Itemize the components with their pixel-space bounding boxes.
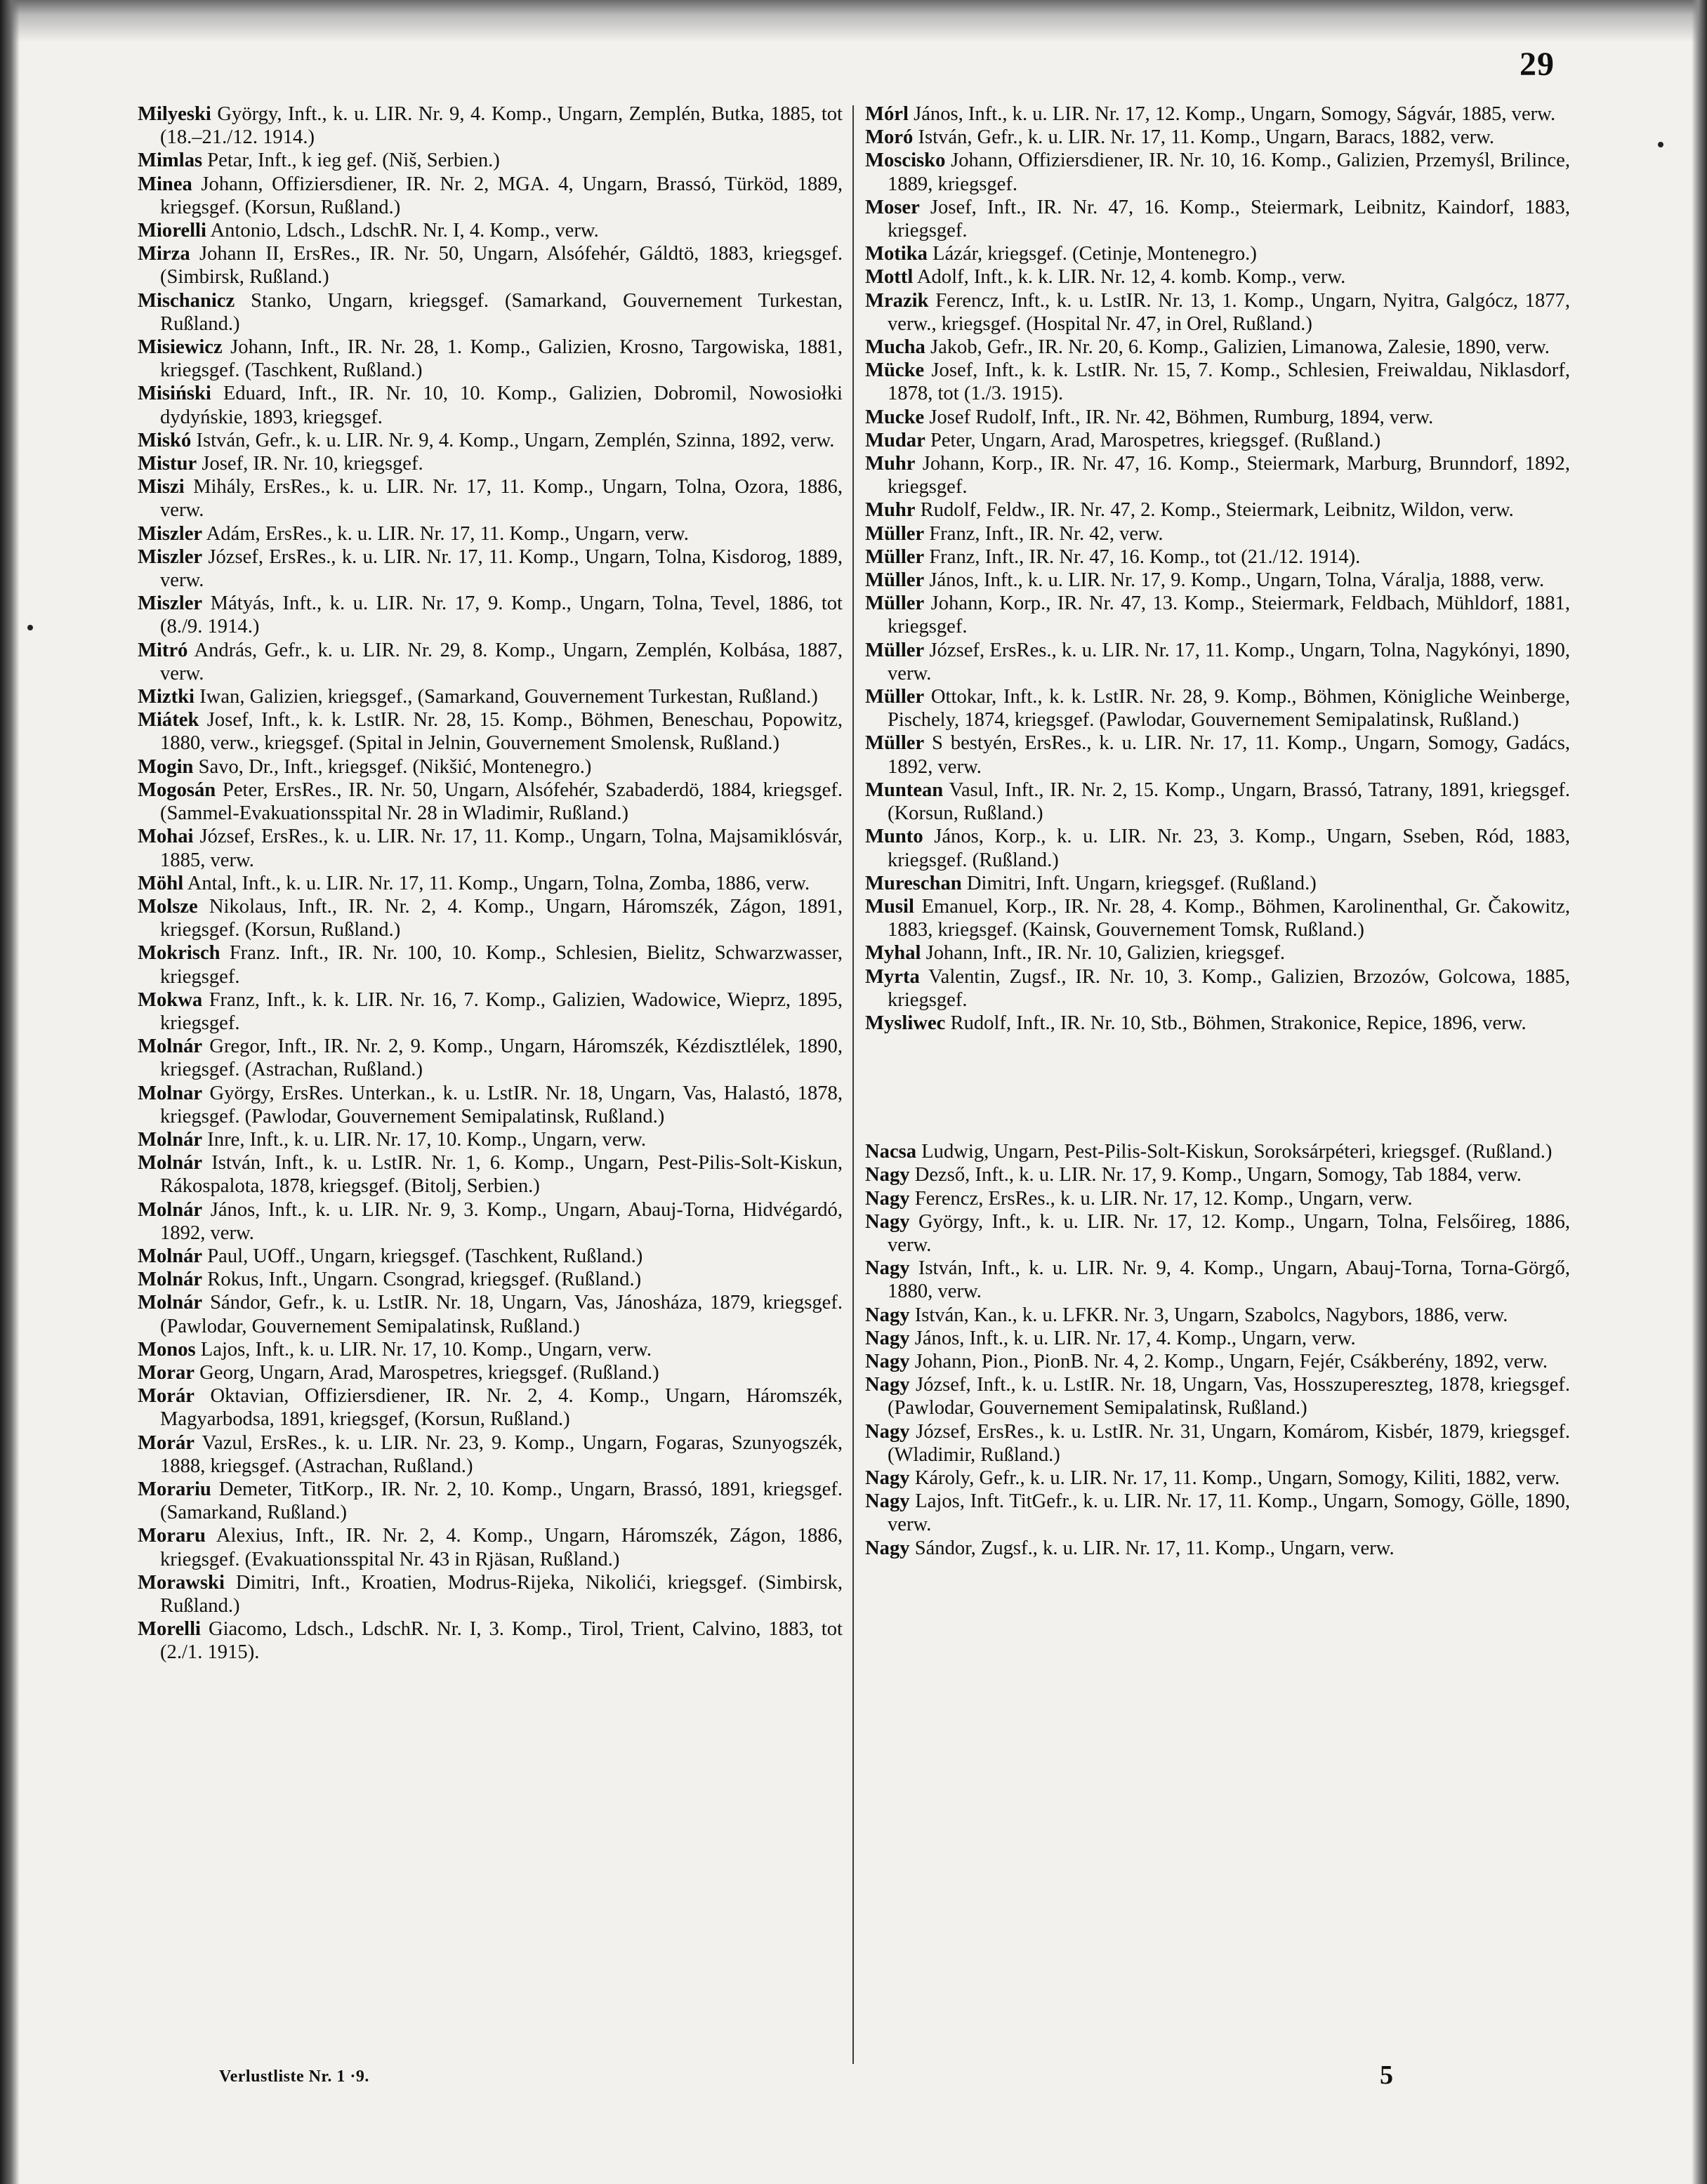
entry-details: Josef, Inft., k. k. LstIR. Nr. 15, 7. Komp., Schlesien, Freiwaldau, Niklasdorf, 1878, tot (1./3. 1915). xyxy=(888,359,1570,405)
surname: Nagy xyxy=(865,1537,910,1559)
casualty-entry xyxy=(138,522,843,545)
casualty-entry xyxy=(865,196,1570,242)
entry-details: Paul, UOff., Ungarn, kriegsgef. (Taschkent, Rußland.) xyxy=(207,1245,643,1267)
entry-details: Johann, Inft., IR. Nr. 10, Galizien, kriegsgef. xyxy=(925,942,1285,965)
surname: Misiński xyxy=(138,383,211,405)
casualty-entry xyxy=(138,1245,843,1268)
casualty-entry xyxy=(865,1373,1570,1419)
casualty-entry xyxy=(865,1012,1570,1035)
entry-details: Josef, Inft., IR. Nr. 47, 16. Komp., Steiermark, Leibnitz, Kaindorf, 1883, kriegsgef. xyxy=(888,196,1571,242)
entry-details: István, Gefr., k. u. LIR. Nr. 9, 4. Komp., Ungarn, Zemplén, Szinna, 1892, verw. xyxy=(196,429,835,451)
casualty-entry xyxy=(865,102,1570,126)
casualty-entry xyxy=(138,382,843,428)
entry-details: György, Inft., k. u. LIR. Nr. 9, 4. Komp., Ungarn, Zemplén, Butka, 1885, tot (18.–21./12. 1914.) xyxy=(160,103,843,149)
casualty-entry xyxy=(865,1257,1570,1303)
entry-details: Antal, Inft., k. u. LIR. Nr. 17, 11. Komp., Ungarn, Tolna, Zomba, 1886, verw. xyxy=(187,872,810,894)
surname: Müller xyxy=(865,522,925,545)
entry-details: Josef Rudolf, Inft., IR. Nr. 42, Böhmen, Rumburg, 1894, verw. xyxy=(929,406,1434,428)
entry-details: András, Gefr., k. u. LIR. Nr. 29, 8. Komp., Ungarn, Zemplén, Kolbása, 1887, verw. xyxy=(160,639,843,684)
entry-details: Ottokar, Inft., k. k. LstIR. Nr. 28, 9. Komp., Böhmen, Königliche Weinberge, Pischely, 1874, kriegsgef. (Pawlodar, Gouvernement Semipalatinsk, Rußland.) xyxy=(888,686,1570,732)
entry-details: György, Inft., k. u. LIR. Nr. 17, 12. Komp., Ungarn, Tolna, Felsőireg, 1886, verw. xyxy=(888,1210,1570,1256)
entry-details: Dimitri, Inft. Ungarn, kriegsgef. (Rußland.) xyxy=(966,872,1317,894)
casualty-entry xyxy=(138,639,843,685)
surname: Muntean xyxy=(865,779,944,801)
entry-details: Gregor, Inft., IR. Nr. 2, 9. Komp., Ungarn, Háromszék, Kézdisztlélek, 1890, kriegsgef. (Astrachan, Rußland.) xyxy=(160,1035,843,1081)
surname: Morár xyxy=(138,1431,195,1454)
casualty-entry xyxy=(138,895,843,941)
entry-details: Sándor, Zugsf., k. u. LIR. Nr. 17, 11. Komp., Ungarn, verw. xyxy=(914,1537,1395,1559)
surname: Nagy xyxy=(865,1327,910,1349)
surname: Müller xyxy=(865,686,925,708)
casualty-entry xyxy=(865,1467,1570,1490)
casualty-entry xyxy=(138,173,843,219)
right-column xyxy=(865,102,1570,1560)
entry-details: Rudolf, Inft., IR. Nr. 10, Stb., Böhmen, Strakonice, Repice, 1896, verw. xyxy=(950,1012,1527,1034)
surname: Miskó xyxy=(138,429,192,451)
casualty-entry xyxy=(138,1478,843,1524)
entry-details: Johann, Offiziersdiener, IR. Nr. 2, MGA. 4, Ungarn, Brassó, Türköd, 1889, kriegsgef. (Korsun, Rußland.) xyxy=(160,173,843,218)
surname: Mórl xyxy=(865,103,909,125)
surname: Nagy xyxy=(865,1374,910,1396)
entry-details: Franz, Inft., k. k. LIR. Nr. 16, 7. Komp., Galizien, Wadowice, Wieprz, 1895, kriegsgef. xyxy=(160,988,843,1034)
entry-details: Savo, Dr., Inft., kriegsgef. (Nikšić, Montenegro.) xyxy=(198,755,592,778)
surname: Mucha xyxy=(865,336,925,359)
entry-details: Franz. Inft., IR. Nr. 100, 10. Komp., Schlesien, Bielitz, Schwarzwasser, kriegsgef. xyxy=(160,942,843,988)
entry-details: Rokus, Inft., Ungarn. Csongrad, kriegsgef. (Rußland.) xyxy=(207,1269,642,1291)
casualty-entry xyxy=(138,1268,843,1291)
surname: Nagy xyxy=(865,1210,910,1233)
casualty-entry xyxy=(865,126,1570,149)
casualty-entry xyxy=(865,498,1570,522)
entry-details: Sándor, Gefr., k. u. LstIR. Nr. 18, Ungarn, Vas, Jánosháza, 1879, kriegsgef. (Pawlodar, Gouvernement Semipalatinsk, Rußland.) xyxy=(160,1292,843,1337)
entry-details: Nikolaus, Inft., IR. Nr. 2, 4. Komp., Ungarn, Háromszék, Zágon, 1891, kriegsgef. (Korsun, Rußland.) xyxy=(160,895,843,941)
surname: Musil xyxy=(865,895,914,918)
entry-details: Franz, Inft., IR. Nr. 42, verw. xyxy=(929,522,1164,545)
footer-signature-number: 5 xyxy=(1380,2060,1393,2090)
surname: Miszler xyxy=(138,545,203,568)
entry-details: Josef, Inft., k. k. LstIR. Nr. 28, 15. Komp., Böhmen, Beneschau, Popowitz, 1880, verw., kriegsgef. (Spital in Jelnin, Gouvernement Smolensk, Rußland.) xyxy=(160,709,843,755)
casualty-entry xyxy=(865,522,1570,545)
casualty-entry xyxy=(138,1361,843,1384)
casualty-entry xyxy=(138,685,843,708)
surname: Miszi xyxy=(138,476,185,498)
entry-details: Inre, Inft., k. u. LIR. Nr. 17, 10. Komp., Ungarn, verw. xyxy=(207,1128,646,1151)
entry-details: Mátyás, Inft., k. u. LIR. Nr. 17, 9. Komp., Ungarn, Tolna, Tevel, 1886, tot (8./9. 1914.) xyxy=(160,593,843,638)
entry-details: Ferencz, Inft., k. u. LstIR. Nr. 13, 1. Komp., Ungarn, Nyitra, Galgócz, 1877, verw., kriegsgef. (Hospital Nr. 47, in Orel, Rußland.) xyxy=(888,289,1570,335)
surname: Molnár xyxy=(138,1035,203,1058)
entry-details: János, Inft., k. u. LIR. Nr. 17, 9. Komp., Ungarn, Tolna, Váralja, 1888, verw. xyxy=(929,569,1545,592)
entry-details: István, Kan., k. u. LFKR. Nr. 3, Ungarn, Szabolcs, Nagybors, 1886, verw. xyxy=(914,1304,1508,1326)
entry-details: József, Inft., k. u. LstIR. Nr. 18, Ungarn, Vas, Hosszupereszteg, 1878, kriegsgef. (Pawlodar, Gouvernement Semipalatinsk, Rußland.) xyxy=(888,1374,1570,1419)
casualty-entry xyxy=(865,1490,1570,1536)
casualty-entry xyxy=(138,1291,843,1337)
casualty-entry xyxy=(138,1035,843,1081)
casualty-entry xyxy=(865,732,1570,778)
entry-details: S bestyén, ErsRes., k. u. LIR. Nr. 17, 11. Komp., Ungarn, Somogy, Gadács, 1892, verw. xyxy=(888,732,1570,778)
casualty-entry xyxy=(138,755,843,779)
page-number: 29 xyxy=(1520,46,1555,83)
casualty-entry xyxy=(138,219,843,242)
surname: Muhr xyxy=(865,453,916,475)
casualty-entry xyxy=(138,475,843,522)
casualty-entry xyxy=(138,102,843,149)
entry-details: Adám, ErsRes., k. u. LIR. Nr. 17, 11. Komp., Ungarn, verw. xyxy=(206,522,689,545)
surname: Nagy xyxy=(865,1350,910,1372)
scan-shadow-top xyxy=(0,0,1707,42)
surname: Mokrisch xyxy=(138,942,220,965)
casualty-entry xyxy=(865,242,1570,265)
casualty-entry xyxy=(865,941,1570,965)
casualty-entry xyxy=(138,1524,843,1570)
surname: Nagy xyxy=(865,1304,910,1326)
casualty-entry xyxy=(865,289,1570,336)
entry-details: Lázár, kriegsgef. (Cetinje, Montenegro.) xyxy=(932,243,1257,265)
surname: Miorelli xyxy=(138,220,206,242)
entry-details: Iwan, Galizien, kriegsgef., (Samarkand, Gouvernement Turkestan, Rußland.) xyxy=(199,686,818,708)
surname: Molnár xyxy=(138,1245,203,1267)
surname: Mrazik xyxy=(865,289,929,312)
surname: Mohai xyxy=(138,826,194,848)
left-column xyxy=(138,102,843,1665)
surname: Moró xyxy=(865,126,914,149)
surname: Monos xyxy=(138,1338,196,1361)
casualty-entry xyxy=(865,779,1570,825)
right-column-m-entries xyxy=(865,102,1570,1035)
casualty-entry xyxy=(865,1537,1570,1560)
surname: Morawski xyxy=(138,1571,225,1594)
casualty-entry xyxy=(865,1210,1570,1257)
entry-details: János, Inft., k. u. LIR. Nr. 17, 12. Komp., Ungarn, Somogy, Ságvár, 1885, verw. xyxy=(914,103,1556,125)
casualty-entry xyxy=(865,1350,1570,1373)
surname: Mistur xyxy=(138,453,197,475)
casualty-entry xyxy=(138,825,843,871)
surname: Nacsa xyxy=(865,1141,917,1163)
casualty-entry xyxy=(138,452,843,475)
surname: Morár xyxy=(138,1385,195,1408)
surname: Müller xyxy=(865,732,925,755)
surname: Mogin xyxy=(138,755,194,778)
surname: Molsze xyxy=(138,895,198,918)
surname: Molnár xyxy=(138,1292,203,1314)
surname: Müller xyxy=(865,569,925,592)
casualty-entry xyxy=(865,545,1570,569)
surname: Minea xyxy=(138,173,192,195)
surname: Mudar xyxy=(865,429,925,451)
entry-details: József, ErsRes., k. u. LIR. Nr. 17, 11. Komp., Ungarn, Tolna, Majsamiklósvár, 1885, verw. xyxy=(160,826,843,871)
entry-details: Johann, Inft., IR. Nr. 28, 1. Komp., Galizien, Krosno, Targowiska, 1881, kriegsgef. (Taschkent, Rußland.) xyxy=(160,336,843,382)
surname: Miztki xyxy=(138,686,195,708)
casualty-entry xyxy=(865,965,1570,1012)
entry-details: Vazul, ErsRes., k. u. LIR. Nr. 23, 9. Komp., Ungarn, Fogaras, Szunyogszék, 1888, kriegsgef. (Astrachan, Rußland.) xyxy=(160,1431,843,1477)
surname: Molnár xyxy=(138,1198,203,1221)
casualty-entry xyxy=(138,872,843,895)
surname: Mucke xyxy=(865,406,925,428)
casualty-entry xyxy=(138,429,843,452)
scan-shadow-left xyxy=(0,0,20,2184)
entry-details: Josef, IR. Nr. 10, kriegsgef. xyxy=(202,453,423,475)
entry-details: István, Gefr., k. u. LIR. Nr. 17, 11. Komp., Ungarn, Baracs, 1882, verw. xyxy=(918,126,1495,149)
surname: Miszler xyxy=(138,522,203,545)
casualty-entry xyxy=(865,592,1570,638)
entry-details: Petar, Inft., k ieg gef. (Niš, Serbien.) xyxy=(207,150,500,172)
surname: Munto xyxy=(865,826,923,848)
casualty-entry xyxy=(138,708,843,755)
surname: Mimlas xyxy=(138,150,203,172)
casualty-entry xyxy=(865,1304,1570,1327)
surname: Mitró xyxy=(138,639,188,661)
entry-details: Mihály, ErsRes., k. u. LIR. Nr. 17, 11. Komp., Ungarn, Tolna, Ozora, 1886, verw. xyxy=(160,476,843,522)
entry-details: Demeter, TitKorp., IR. Nr. 2, 10. Komp., Ungarn, Brassó, 1891, kriegsgef. (Samarkand, Rußland.) xyxy=(160,1478,843,1524)
surname: Mottl xyxy=(865,266,914,289)
surname: Muhr xyxy=(865,499,916,522)
casualty-entry xyxy=(138,289,843,336)
surname: Nagy xyxy=(865,1490,910,1513)
scan-speck xyxy=(27,625,33,630)
entry-details: Jakob, Gefr., IR. Nr. 20, 6. Komp., Galizien, Limanowa, Zalesie, 1890, verw. xyxy=(930,336,1550,359)
casualty-entry xyxy=(138,779,843,825)
entry-details: Dimitri, Inft., Kroatien, Modrus-Rijeka, Nikolići, kriegsgef. (Simbirsk, Rußland.) xyxy=(160,1571,843,1617)
surname: Müller xyxy=(865,593,925,615)
entry-details: Johann II, ErsRes., IR. Nr. 50, Ungarn, Alsófehér, Gáldtö, 1883, kriegsgef. (Simbirsk, Rußland.) xyxy=(160,243,843,289)
casualty-entry xyxy=(138,1338,843,1361)
surname: Mysliwec xyxy=(865,1012,946,1034)
entry-details: János, Inft., k. u. LIR. Nr. 9, 3. Komp., Ungarn, Abauj-Torna, Hidvégardó, 1892, verw. xyxy=(160,1198,843,1244)
surname: Myhal xyxy=(865,942,921,965)
entry-details: Rudolf, Feldw., IR. Nr. 47, 2. Komp., Steiermark, Leibnitz, Wildon, verw. xyxy=(920,499,1514,522)
surname: Mokwa xyxy=(138,988,203,1011)
casualty-entry xyxy=(138,941,843,988)
surname: Molnár xyxy=(138,1152,203,1174)
entry-details: Emanuel, Korp., IR. Nr. 28, 4. Komp., Böhmen, Karolinenthal, Gr. Čakowitz, 1883, kriegsgef. (Kainsk, Gouvernement Tomsk, Rußland.) xyxy=(888,895,1571,941)
casualty-entry xyxy=(865,406,1570,429)
entry-details: Dezső, Inft., k. u. LIR. Nr. 17, 9. Komp., Ungarn, Somogy, Tab 1884, verw. xyxy=(914,1164,1522,1186)
surname: Mücke xyxy=(865,359,925,382)
surname: Molnár xyxy=(138,1269,203,1291)
casualty-entry xyxy=(138,1384,843,1431)
casualty-entry xyxy=(865,452,1570,498)
section-gap xyxy=(865,1035,1570,1140)
entry-details: Oktavian, Offiziersdiener, IR. Nr. 2, 4. Komp., Ungarn, Háromszék, Magyarbodsa, 1891, kriegsgef, (Korsun, Rußland.) xyxy=(160,1385,843,1431)
surname: Milyeski xyxy=(138,103,211,125)
casualty-entry xyxy=(865,359,1570,405)
casualty-entry xyxy=(865,1163,1570,1186)
entry-details: Károly, Gefr., k. u. LIR. Nr. 17, 11. Komp., Ungarn, Somogy, Kiliti, 1882, verw. xyxy=(914,1467,1560,1489)
surname: Morar xyxy=(138,1361,195,1384)
casualty-entry xyxy=(138,1198,843,1245)
surname: Morariu xyxy=(138,1478,211,1500)
entry-details: János, Korp., k. u. LIR. Nr. 23, 3. Komp., Ungarn, Sseben, Ród, 1883, kriegsgef. (Rußland.) xyxy=(888,826,1570,871)
entry-details: Alexius, Inft., IR. Nr. 2, 4. Komp., Ungarn, Háromszék, Zágon, 1886, kriegsgef. (Evakuationsspital Nr. 43 in Rjäsan, Rußland.) xyxy=(160,1525,843,1570)
surname: Miszler xyxy=(138,593,203,615)
entry-details: Ludwig, Ungarn, Pest-Pilis-Solt-Kiskun, Soroksárpéteri, kriegsgef. (Rußland.) xyxy=(921,1141,1553,1163)
casualty-entry xyxy=(865,872,1570,895)
surname: Mogosán xyxy=(138,779,216,801)
entry-details: Johann, Offiziersdiener, IR. Nr. 10, 16. Komp., Galizien, Przemyśl, Brilince, 1889, kriegsgef. xyxy=(888,150,1570,195)
entry-details: Peter, ErsRes., IR. Nr. 50, Ungarn, Alsófehér, Szabaderdö, 1884, kriegsgef. (Sammel-Evakuationsspital Nr. 28 in Wladimir, Rußland.) xyxy=(160,779,843,825)
surname: Miátek xyxy=(138,709,199,732)
surname: Mischanicz xyxy=(138,289,235,312)
surname: Müller xyxy=(865,545,925,568)
casualty-entry xyxy=(865,1420,1570,1467)
surname: Myrta xyxy=(865,965,920,988)
casualty-entry xyxy=(138,1151,843,1198)
casualty-entry xyxy=(138,592,843,638)
entry-details: Vasul, Inft., IR. Nr. 2, 15. Komp., Ungarn, Brassó, Tatrany, 1891, kriegsgef. (Korsun, Rußland.) xyxy=(888,779,1570,825)
casualty-entry xyxy=(865,569,1570,592)
casualty-entry xyxy=(138,545,843,592)
entry-details: István, Inft., k. u. LIR. Nr. 9, 4. Komp., Ungarn, Abauj-Torna, Torna-Görgő, 1880, verw. xyxy=(888,1257,1570,1303)
surname: Nagy xyxy=(865,1467,910,1489)
surname: Nagy xyxy=(865,1164,910,1186)
casualty-entry xyxy=(138,1571,843,1617)
casualty-entry xyxy=(865,685,1570,732)
casualty-entry xyxy=(138,1082,843,1128)
surname: Misiewicz xyxy=(138,336,223,359)
entry-details: Giacomo, Ldsch., LdschR. Nr. I, 3. Komp., Tirol, Trient, Calvino, 1883, tot (2./1. 1915). xyxy=(160,1618,843,1664)
entry-details: Antonio, Ldsch., LdschR. Nr. I, 4. Komp., verw. xyxy=(210,220,599,242)
casualty-entry xyxy=(138,242,843,289)
surname: Molnár xyxy=(138,1128,203,1151)
entry-details: Valentin, Zugsf., IR. Nr. 10, 3. Komp., Galizien, Brzozów, Golcowa, 1885, kriegsgef. xyxy=(888,965,1570,1011)
surname: Molnar xyxy=(138,1082,203,1104)
scan-shadow-right xyxy=(1692,0,1707,2184)
footer-publication-label: Verlustliste Nr. 1 ·9. xyxy=(219,2067,369,2086)
scan-speck xyxy=(1658,142,1663,147)
entry-details: Lajos, Inft., k. u. LIR. Nr. 17, 10. Komp., Ungarn, verw. xyxy=(200,1338,652,1361)
surname: Müller xyxy=(865,639,925,661)
entry-details: Franz, Inft., IR. Nr. 47, 16. Komp., tot (21./12. 1914). xyxy=(929,545,1361,568)
entry-details: Ferencz, ErsRes., k. u. LIR. Nr. 17, 12. Komp., Ungarn, verw. xyxy=(914,1187,1413,1210)
column-divider xyxy=(852,105,854,2064)
casualty-entry xyxy=(865,265,1570,289)
surname: Nagy xyxy=(865,1257,910,1280)
surname: Motika xyxy=(865,243,928,265)
entry-details: Johann, Korp., IR. Nr. 47, 13. Komp., Steiermark, Feldbach, Mühldorf, 1881, kriegsgef. xyxy=(888,593,1570,638)
entry-details: József, ErsRes., k. u. LIR. Nr. 17, 11. Komp., Ungarn, Tolna, Nagykónyi, 1890, verw. xyxy=(888,639,1570,684)
casualty-entry xyxy=(865,336,1570,359)
casualty-entry xyxy=(138,1617,843,1664)
casualty-entry xyxy=(865,1187,1570,1210)
casualty-entry xyxy=(865,1327,1570,1350)
entry-details: József, ErsRes., k. u. LIR. Nr. 17, 11. Komp., Ungarn, Tolna, Kisdorog, 1889, verw. xyxy=(160,545,843,592)
surname: Moraru xyxy=(138,1525,206,1547)
entry-details: Adolf, Inft., k. k. LIR. Nr. 12, 4. komb. Komp., verw. xyxy=(916,266,1346,289)
entry-details: Stanko, Ungarn, kriegsgef. (Samarkand, Gouvernement Turkestan, Rußland.) xyxy=(160,289,843,335)
casualty-entry xyxy=(865,825,1570,871)
casualty-entry xyxy=(138,1431,843,1478)
surname: Mirza xyxy=(138,243,190,265)
entry-details: István, Inft., k. u. LstIR. Nr. 1, 6. Komp., Ungarn, Pest-Pilis-Solt-Kiskun, Rákospalota, 1878, kriegsgef. (Bitolj, Serbien.) xyxy=(160,1152,843,1198)
casualty-entry xyxy=(865,149,1570,195)
surname: Morelli xyxy=(138,1618,201,1641)
surname: Moscisko xyxy=(865,150,946,172)
entry-details: Eduard, Inft., IR. Nr. 10, 10. Komp., Galizien, Dobromil, Nowosiołki dydyńskie, 1893, kriegsgef. xyxy=(160,383,843,428)
entry-details: Lajos, Inft. TitGefr., k. u. LIR. Nr. 17, 11. Komp., Ungarn, Somogy, Gölle, 1890, verw. xyxy=(888,1490,1570,1536)
surname: Möhl xyxy=(138,872,184,894)
surname: Moser xyxy=(865,196,920,218)
surname: Mureschan xyxy=(865,872,962,894)
entry-details: Peter, Ungarn, Arad, Marospetres, kriegsgef. (Rußland.) xyxy=(930,429,1381,451)
casualty-entry xyxy=(865,1140,1570,1163)
casualty-entry xyxy=(138,1128,843,1151)
entry-details: József, ErsRes., k. u. LstIR. Nr. 31, Ungarn, Komárom, Kisbér, 1879, kriegsgef. (Wladimir, Rußland.) xyxy=(888,1420,1570,1466)
entry-details: Johann, Pion., PionB. Nr. 4, 2. Komp., Ungarn, Fejér, Csákberény, 1892, verw. xyxy=(914,1350,1548,1372)
entry-details: György, ErsRes. Unterkan., k. u. LstIR. Nr. 18, Ungarn, Vas, Halastó, 1878, kriegsgef. (Pawlodar, Gouvernement Semipalatinsk, Rußland.) xyxy=(160,1082,843,1127)
casualty-entry xyxy=(865,895,1570,941)
casualty-entry xyxy=(138,149,843,172)
surname: Nagy xyxy=(865,1187,910,1210)
entry-details: János, Inft., k. u. LIR. Nr. 17, 4. Komp., Ungarn, verw. xyxy=(914,1327,1356,1349)
right-column-n-entries xyxy=(865,1140,1570,1560)
entry-details: Georg, Ungarn, Arad, Marospetres, kriegsgef. (Rußland.) xyxy=(199,1361,659,1384)
casualty-entry xyxy=(138,336,843,382)
surname: Nagy xyxy=(865,1420,910,1443)
entry-details: Johann, Korp., IR. Nr. 47, 16. Komp., Steiermark, Marburg, Brunndorf, 1892, kriegsgef. xyxy=(888,453,1570,498)
casualty-entry xyxy=(865,429,1570,452)
casualty-entry xyxy=(138,988,843,1035)
casualty-entry xyxy=(865,639,1570,685)
